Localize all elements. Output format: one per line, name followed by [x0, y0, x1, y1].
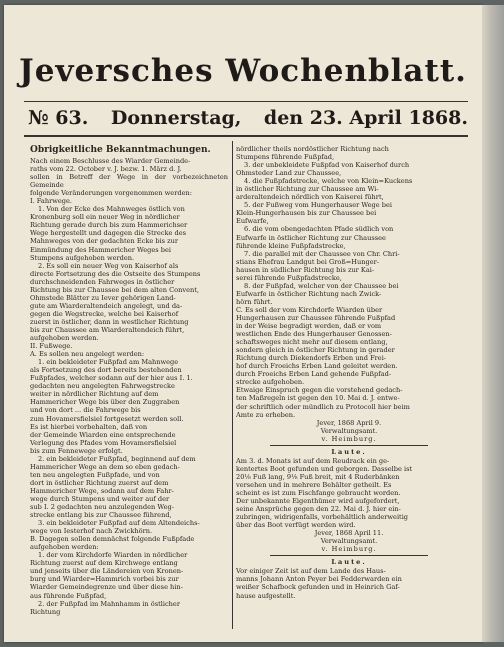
text-line: und von dort ... die Fahrwege bis: [30, 406, 141, 415]
text-line: Stumpens aufgehoben werden.: [30, 253, 135, 262]
newspaper-page: [4, 5, 482, 642]
text-line: und jenseits über die Ländereien von Kronen-: [30, 567, 184, 576]
text-line: Am 3. d. Monats ist auf dem Reudrack ein ge-: [236, 456, 390, 465]
text-line: aufgehoben werden.: [30, 334, 99, 343]
text-line: I. Fahrwege.: [30, 197, 73, 206]
text-line: in der Weise begradigt werden, daß er vom: [236, 322, 382, 331]
text-line: über das Boot verfügt werden wird.: [236, 521, 356, 530]
text-line: aufgehoben werden:: [30, 543, 99, 552]
text-line: hausen in südlicher Richtung bis zur Kai-: [236, 265, 375, 274]
right-column-text: [236, 145, 462, 443]
text-line: Jever, 1868 April 11.: [314, 529, 384, 538]
text-line: Ohmsteder Land zur Chaussee,: [236, 169, 342, 178]
text-line: Amte zu erheben.: [236, 410, 296, 419]
text-line: Eufwarfe,: [236, 217, 269, 226]
text-line: der Gemeinde Wiarden eine entsprechende: [30, 430, 176, 439]
text-line: Hungerhausen zur Chaussee führende Fußpfad: [236, 313, 396, 322]
text-line: Verwaltungsamt.: [320, 537, 378, 546]
text-line: Der unbekannte Eigenthümer wird aufgefordert,: [236, 497, 400, 506]
text-line: A. Es sollen neu angelegt werden:: [30, 350, 145, 359]
text-line: wege von Iesterhof nach Zwickhörn.: [30, 527, 153, 536]
text-line: C. Es soll der vom Kirchdorfe Wiarden über: [236, 305, 383, 314]
text-line: 8. der Fußpfad, welcher von der Chaussee bei: [244, 281, 399, 290]
text-line: Wege hergestellt und dagegen die Strecke des: [30, 229, 186, 238]
text-line: westlichen Ende des Hungerhauser Genossen-: [236, 330, 392, 339]
text-line: 20⅛ Fuß lang, 9⅛ Fuß breit, mit 4 Ruderbänken: [236, 472, 400, 481]
text-line: Ohmstede Blätter zu Iever gehörigen Land-: [30, 293, 176, 302]
text-line: dort in östlicher Richtung zuerst auf dem: [30, 478, 169, 487]
text-line: Kronenburg soll ein neuer Weg in nördlicher: [30, 213, 180, 222]
text-line: sollen in Betreff der Wege in der vorbezeichneten Gemeinde: [30, 173, 228, 190]
text-line: directe Fortsetzung des die Ostseite des Stumpens: [30, 269, 201, 278]
text-line: Mahnweges von der gedachten Ecke bis zur: [30, 237, 179, 246]
masthead-title: Jeversches Wochenblatt.: [19, 53, 467, 89]
left-column: [30, 145, 228, 616]
left-column-text: [30, 157, 228, 616]
lost-boat-notice: [236, 457, 462, 554]
text-line: 1. ein bekleideter Fußpfad am Mahnwege: [38, 358, 179, 367]
text-line: serei führende Fußpfadstrecke,: [236, 273, 342, 282]
page-edge: [482, 5, 504, 642]
text-line: nördlicher theils nordöstlicher Richtung nach: [236, 145, 389, 153]
text-line: 7. die parallel mit der Chaussee von Chr. Chri-: [244, 249, 400, 258]
text-line: stians Ehefrau Landgut bei Groß=Hunger-: [236, 257, 380, 266]
issue-date: den 23. April 1868.: [263, 107, 468, 129]
text-line: 5. der Fußweg vom Hungerhauser Wege bei: [244, 201, 392, 210]
right-column: [236, 145, 462, 600]
notice-divider: [270, 445, 428, 446]
text-line: sub I. 2 gedachten neu anzulegenden Weg-: [30, 503, 174, 512]
text-line: strecke entlang bis zur Chaussee führend,: [30, 511, 172, 520]
text-line: bis zur Chaussee am Wiarderaltendeich führt,: [30, 325, 185, 334]
text-line: Hammericher Wege bis über den Zuggraben: [30, 398, 180, 407]
text-line: strecke aufgehoben.: [236, 378, 305, 387]
notice-heading: Laute.: [331, 447, 367, 456]
issue-number: № 63.: [28, 107, 89, 129]
text-line: gegen die Wegstrecke, welche bei Kaiserhof: [30, 309, 179, 318]
text-line: als Fortsetzung des dort bereits bestehenden: [30, 366, 182, 375]
text-line: II. Fußwege.: [30, 342, 73, 351]
text-line: Verlegung des Pfades vom Hovamersfielsiel: [30, 438, 177, 447]
text-line: Eufwarfe in östlicher Richtung zur Chaussee: [236, 233, 386, 242]
text-line: manns Johann Anton Peyer bei Fedderwarden ein: [236, 575, 402, 584]
text-line: 4. die Fußpfadstrecke, welche von Klein=Kuckens: [244, 177, 413, 186]
issue-line: [28, 107, 468, 129]
text-line: weiter in nördlicher Richtung auf dem: [30, 390, 159, 399]
text-line: 3. ein bekleideter Fußpfad auf dem Altendeichs-: [38, 519, 200, 528]
text-line: Jever, 1868 April 9.: [316, 418, 382, 427]
text-line: gedachten neu angelegten Fahrwegstrecke: [30, 382, 175, 391]
text-line: 1. Von der Ecke des Mahnweges östlich von: [38, 205, 185, 214]
text-line: 2. ein bekleideter Fußpfad, beginnend auf dem: [38, 454, 196, 463]
column-divider: [232, 141, 233, 629]
text-line: Eufwarfe in östlicher Richtung nach Zwick-: [236, 289, 382, 298]
text-line: 6. die vom obengedachten Pfade südlich von: [244, 225, 394, 234]
text-line: wege durch Stumpens und weiter auf der: [30, 494, 170, 503]
text-line: Verwaltungsamt.: [320, 426, 378, 435]
masthead-rule: [24, 101, 468, 102]
text-line: Hammericher Wege an dem so eben gedach-: [30, 462, 180, 471]
text-line: B. Dagegen sollen demnächst folgende Fußpfade: [30, 535, 195, 544]
text-line: raths vom 22. October v. J. bezw. 1. März d. J.: [30, 165, 182, 174]
text-line: durch Froeichs Erben Land gehende Fußpfad-: [236, 370, 392, 379]
text-line: zuerst in östlicher, dann in westlicher Richtung: [30, 317, 189, 326]
text-line: aus führende Fußpfad,: [30, 591, 107, 600]
text-line: 2. Es soll ein neuer Weg von Kaiserhof als: [38, 261, 179, 270]
text-line: Es ist hierbei vorbehalten, daß von: [30, 422, 148, 431]
text-line: hause aufgestellt.: [236, 591, 296, 600]
text-line: seine Ansprüche gegen den 22. Mai d. J. hier ein-: [236, 505, 401, 514]
text-line: Einmündung des Hammericher Weges bei: [30, 245, 171, 254]
notice-divider: [270, 555, 428, 556]
text-line: zubringen, widrigenfalls, vorbehältlich anderweitig: [236, 513, 409, 522]
text-line: Richtung zuerst auf dem Kirchwege entlang: [30, 559, 178, 568]
text-line: Richtung durch Diekendorfs Erben und Frei-: [236, 354, 387, 363]
text-line: sondern gleich in östlicher Richtung in gerader: [236, 346, 395, 355]
text-line: 3. der unbekleidete Fußpfad von Kaiserhof durch: [244, 161, 410, 170]
section-title: Obrigkeitliche Bekanntmachungen.: [30, 145, 211, 155]
text-line: 1. der vom Kirchdorfe Wiarden in nördlicher: [38, 551, 188, 560]
text-line: der schriftlich oder mündlich zu Protocoll hier beim: [236, 402, 410, 411]
text-line: schaftsweges nicht mehr auf diesem entlang,: [236, 338, 388, 347]
text-line: bis zum Fennewege erfolgt.: [30, 446, 123, 455]
text-line: Hammericher Wege, sodann auf dem Fahr-: [30, 486, 174, 495]
notice-heading: Laute.: [331, 558, 367, 567]
text-line: kentertes Boot gefunden und geborgen. Dasselbe ist: [236, 464, 413, 473]
text-line: Stumpens führende Fußpfad,: [236, 153, 335, 162]
text-line: versehen und in mehrere Behälter getheilt. Es: [236, 480, 392, 489]
text-line: in östlicher Richtung zur Chaussee am Wi-: [236, 185, 379, 194]
text-line: burg und Wiarder=Hammrich vorbei bis zur: [30, 575, 179, 584]
text-line: v. Heimburg.: [321, 434, 377, 443]
text-line: Etwaige Einspruch gegen die vorstehend gedach-: [236, 386, 403, 395]
text-line: Richtung bis zur Chaussee bei dem alten Convent,: [30, 285, 200, 294]
text-line: folgende Veränderungen vorgenommen werden:: [30, 189, 192, 198]
text-line: Fußpfades, welcher sodann auf der hier aus I. 1.: [30, 374, 193, 383]
text-line: Nach einem Beschlusse des Wiarder Gemeinde-: [30, 157, 191, 165]
text-line: ten neu angelegten Fußpfade, und von: [30, 470, 160, 479]
text-line: zum Hovamersfielsiel fortgesetzt werden soll.: [30, 414, 184, 423]
issue-rule: [24, 135, 468, 137]
text-line: hof durch Froeichs Erben Land geleitet werden.: [236, 362, 398, 371]
text-line: gute am Wiarderaltendeich angelegt, und da-: [30, 301, 183, 310]
text-line: Richtung gerade durch bis zum Hammerichser: [30, 221, 188, 230]
issue-day: Donnerstag,: [110, 107, 242, 129]
text-line: 2. der Fußpfad im Mahnhamm in östlicher: [38, 599, 180, 608]
text-line: arderaltendeich nördlich von Kaiserei führt,: [236, 193, 384, 202]
text-line: Klein-Hungerhausen bis zur Chaussee bei: [236, 209, 377, 218]
text-line: v. Heimburg.: [321, 545, 377, 554]
text-line: hörn führt.: [236, 297, 273, 306]
text-line: ten Maßregeln ist gegen den 10. Mai d. J. entwe-: [236, 394, 400, 403]
text-line: Wiarder Gemeindegrenze und über diese hin-: [30, 583, 183, 592]
text-line: Vor einiger Zeit ist auf dem Lande des Haus-: [236, 567, 386, 576]
text-line: durchschneidenden Fahrweges in östlicher: [30, 277, 175, 286]
text-line: weißer Schafbock gefunden und in Heinrich Gaf-: [236, 583, 400, 592]
text-line: führende kleine Fußpfadstrecke,: [236, 241, 346, 250]
found-sheep-notice: [236, 567, 462, 599]
text-line: Richtung: [30, 607, 61, 616]
text-line: scheint es ist zum Fischfange gebraucht worden.: [236, 488, 401, 497]
